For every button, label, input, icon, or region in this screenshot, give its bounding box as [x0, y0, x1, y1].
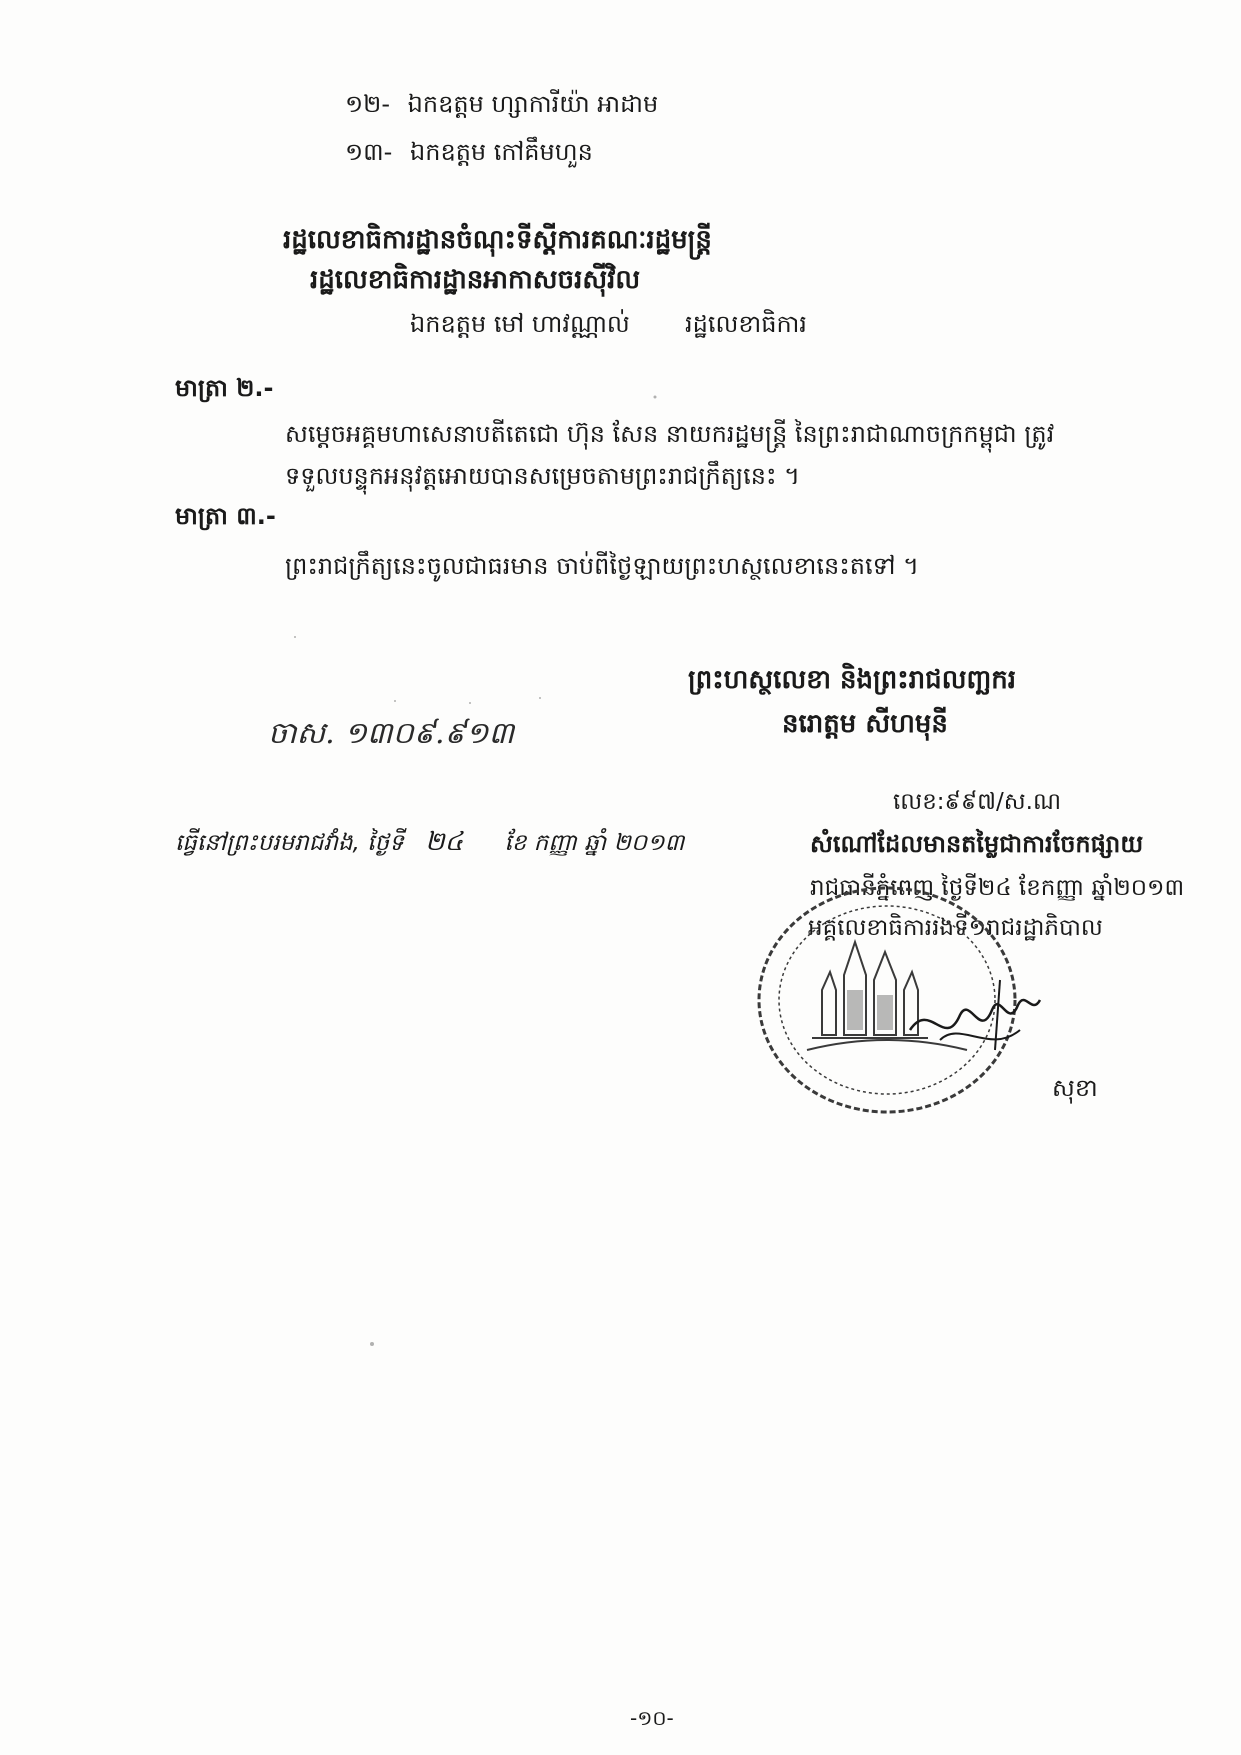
certified-copy-date: រាជធានីភ្នំពេញ ថ្ងៃទី២៤ ខែកញ្ញា ឆ្នាំ២០១៣ — [810, 875, 1185, 901]
article-3-heading: មាត្រា ៣.- — [175, 502, 276, 530]
certified-copy-signer: សុខា — [1052, 1074, 1098, 1102]
council-member — [410, 308, 807, 340]
council-member-role: រដ្ឋលេខាធិការ — [685, 310, 807, 338]
page-number: -១០- — [630, 1706, 674, 1730]
article-2-heading: មាត្រា ២.- — [175, 374, 274, 402]
date-day: ២៤ — [425, 827, 464, 857]
article-2-body-line-2: ទទួលបន្ទុកអនុវត្តអោយបានសម្រេចតាមព្រះរាជក្រឹត្យនេះ ។ — [285, 462, 800, 490]
member-item-12 — [345, 88, 658, 120]
member-name: ហ្សាការីយ៉ា អាដាម — [491, 90, 659, 118]
date-line — [175, 826, 684, 859]
certified-copy-title: សំណៅដែលមានតម្លៃជាការចែកផ្សាយ — [810, 830, 1144, 858]
certified-copy-office: អគ្គលេខាធិការរងទី១រាជរដ្ឋាភិបាល — [808, 915, 1103, 941]
member-title: ឯកឧត្តម — [409, 138, 487, 166]
member-title: ឯកឧត្តម — [407, 90, 484, 118]
council-heading-1: រដ្ឋលេខាធិការដ្ឋានចំណុះទីស្ដីការគណៈរដ្ឋមន្ត្រី — [283, 225, 712, 255]
certified-copy-number: លេខ:៩៩៧/ស.ណ — [893, 789, 1062, 815]
member-item-13 — [345, 136, 593, 168]
article-3-body: ព្រះរាជក្រឹត្យនេះចូលជាធរមាន ចាប់ពីថ្ងៃឡាយព្រះហស្ថលេខានេះតទៅ ។ — [285, 552, 919, 580]
handwritten-reference: ចាស. ១៣០៩.៩១៣ — [268, 716, 515, 751]
handwritten-signature — [900, 960, 1050, 1070]
member-name: កៅគឹមហួន — [493, 138, 593, 166]
article-2-body-line-1: សម្ដេចអគ្គមហាសេនាបតីតេជោ ហ៊ុន សែន នាយករដ្ឋមន្ត្រី នៃព្រះរាជាណាចក្រកម្ពុជា ត្រូវ — [285, 420, 1055, 448]
member-number: ១៣- — [345, 138, 393, 166]
royal-signature-name: នរោត្តម សីហមុនី — [782, 709, 948, 739]
member-number: ១២- — [345, 90, 390, 118]
council-heading-2: រដ្ឋលេខាធិការដ្ឋានអាកាសចរស៊ីវិល — [310, 265, 641, 295]
date-prefix: ធ្វើនៅព្រះបរមរាជវាំង, ថ្ងៃទី — [175, 830, 404, 856]
council-member-name: មៅ ហាវណ្ណាល់ — [493, 310, 630, 338]
royal-signature-title: ព្រះហស្ថលេខា និងព្រះរាជលញ្ឆករ — [688, 665, 1016, 695]
council-member-title: ឯកឧត្តម — [410, 310, 487, 338]
date-suffix: ខែ កញ្ញា ឆ្នាំ ២០១៣ — [504, 830, 685, 856]
